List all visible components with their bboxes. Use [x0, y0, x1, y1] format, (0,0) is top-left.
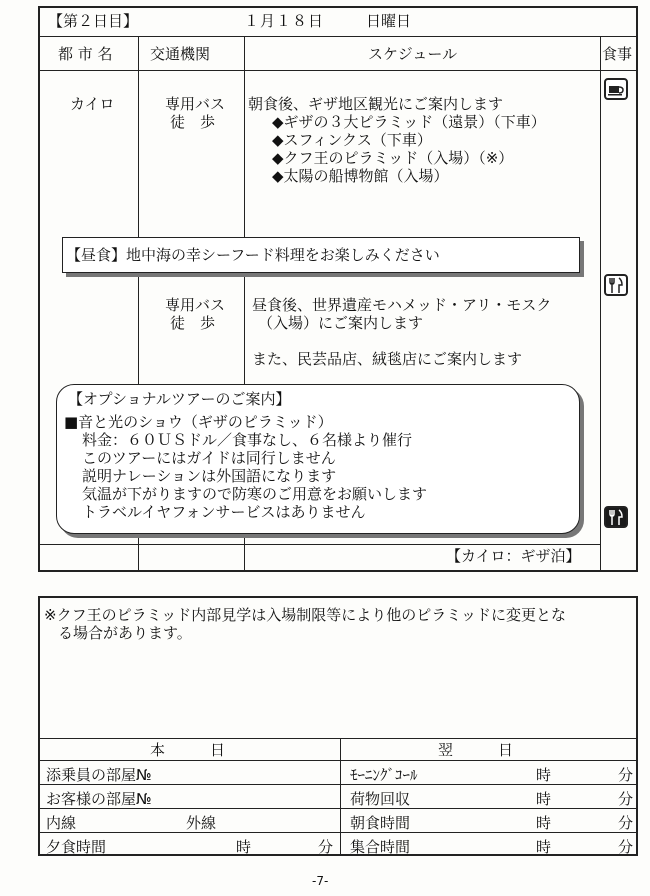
dinner-hour-label: 時	[236, 838, 252, 856]
dinner-fork-knife-icon	[604, 506, 628, 528]
today-header: 本 日	[150, 741, 226, 759]
afternoon-line-2: （入場）にご案内します	[258, 314, 424, 332]
lunch-fork-knife-icon	[604, 274, 628, 296]
optional-line-1: ■音と光のショウ（ギザのピラミッド）	[64, 413, 333, 431]
morning-item-4: ◆太陽の船博物館（入場）	[272, 167, 449, 185]
grid-top-line	[38, 738, 638, 739]
column-header-divider	[40, 70, 636, 71]
grid-center-line	[340, 738, 341, 856]
afternoon-line-1: 昼食後、世界遺産モハメッド・アリ・モスク	[252, 296, 552, 314]
meeting-hour: 時	[536, 838, 552, 856]
transport-bus-morning: 専用バス	[165, 95, 226, 113]
lunch-text: 【昼食】地中海の幸シーフード料理をお楽しみください	[66, 246, 440, 264]
transport-bus-afternoon: 専用バス	[165, 296, 226, 314]
date-text: １月１８日	[244, 12, 325, 30]
morning-item-1: ◆ギザの３大ピラミッド（遠景）（下車）	[272, 113, 546, 131]
page-number: -7-	[312, 874, 329, 888]
dinner-minute-label: 分	[318, 838, 334, 856]
weekday-text: 日曜日	[366, 12, 412, 30]
optional-title: 【オプショナルツアーのご案内】	[68, 390, 291, 408]
grid-row-line-2	[38, 808, 638, 809]
optional-line-5: 気温が下がりますので防寒のご用意をお願いします	[82, 485, 428, 503]
transport-walk-afternoon: 徒 歩	[170, 314, 216, 332]
tomorrow-row-morning-call: ﾓｰﾆﾝｸﾞｺｰﾙ	[350, 766, 418, 784]
grid-header-line	[38, 760, 638, 761]
day-label: 【第２日目】	[48, 12, 139, 30]
tomorrow-row-meeting: 集合時間	[350, 838, 411, 856]
notice-line-1: ※クフ王のピラミッド内部見学は入場制限等により他のピラミッドに変更とな	[44, 606, 566, 624]
morning-intro: 朝食後、ギザ地区観光にご案内します	[248, 95, 504, 113]
breakfast-minute: 分	[618, 814, 634, 832]
grid-row-line-3	[38, 832, 638, 833]
morning-item-2: ◆スフィンクス（下車）	[272, 131, 432, 149]
city-header: 都 市 名	[58, 45, 113, 63]
morning-call-hour: 時	[536, 766, 552, 784]
schedule-header: スケジュール	[368, 45, 458, 63]
optional-line-6: トラベルイヤフォンサービスはありません	[82, 503, 366, 521]
tomorrow-header: 翌 日	[438, 741, 514, 759]
hotel-row-divider	[40, 544, 600, 545]
optional-line-4: 説明ナレーションは外国語になります	[82, 467, 337, 485]
tomorrow-row-breakfast: 朝食時間	[350, 814, 411, 832]
morning-call-minute: 分	[618, 766, 634, 784]
breakfast-cup-icon	[604, 78, 628, 100]
afternoon-line-3: また、民芸品店、絨毯店にご案内します	[252, 350, 523, 368]
transport-header: 交通機関	[150, 45, 211, 63]
today-row-outside-line: 外線	[186, 814, 217, 832]
today-row-extension: 内線	[46, 814, 77, 832]
optional-line-3: このツアーにはガイドは同行しません	[82, 449, 336, 467]
today-row-guide-room: 添乗員の部屋№	[46, 766, 152, 784]
breakfast-hour: 時	[536, 814, 552, 832]
morning-item-3: ◆クフ王のピラミッド（入場）（※）	[272, 149, 514, 167]
city-cairo: カイロ	[70, 95, 115, 113]
notice-line-2: る場合があります。	[58, 624, 192, 642]
meal-header: 食事	[602, 45, 633, 63]
tomorrow-row-baggage: 荷物回収	[350, 790, 411, 808]
header-divider	[40, 36, 636, 37]
today-row-guest-room: お客様の部屋№	[46, 790, 152, 808]
optional-line-2: 料金：６０ＵＳドル／食事なし、６名様より催行	[82, 431, 413, 449]
baggage-hour: 時	[536, 790, 552, 808]
transport-walk-morning: 徒 歩	[170, 113, 216, 131]
baggage-minute: 分	[618, 790, 634, 808]
grid-row-line-1	[38, 784, 638, 785]
today-row-dinner-time: 夕食時間	[46, 838, 107, 856]
hotel-label: 【カイロ：ギザ泊】	[446, 547, 581, 565]
meal-column-divider	[600, 36, 601, 570]
meeting-minute: 分	[618, 838, 634, 856]
